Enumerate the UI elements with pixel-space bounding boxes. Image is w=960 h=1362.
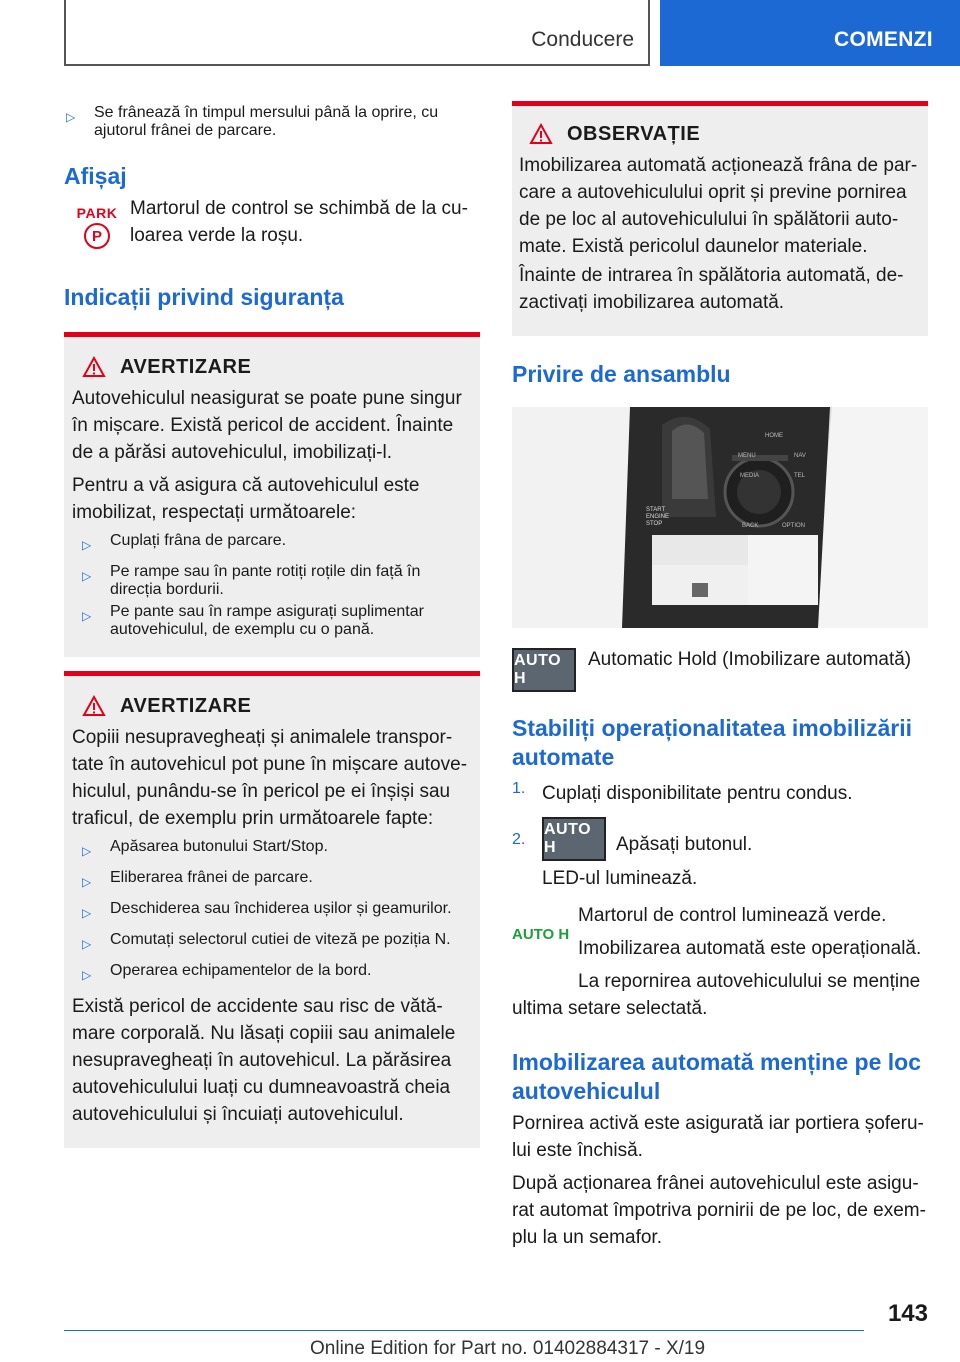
- chapter-tab-label: Conducere: [531, 28, 634, 51]
- heading-hold: Imobilizarea automată menține pe loc autovehiculul: [512, 1049, 921, 1104]
- warning-triangle-icon: [72, 353, 116, 381]
- lamp-tail: ultima setare selectată.: [512, 998, 708, 1019]
- auto-hold-caption: Automatic Hold (Imobilizare automată): [588, 649, 912, 670]
- section-tab-label: COMENZI: [834, 28, 933, 51]
- menu-label: MENU: [738, 453, 756, 459]
- warning-paragraph: Autovehiculul neasigurat se poate pune singur în mișcare. Există pericol de accident. Înainte de a părăsi autovehiculul, imobilizați-l.: [72, 388, 462, 463]
- intro-bullet: ▷ Se frânează în timpul mersului până la oprire, cu ajutorul frânei de parcare.: [66, 104, 439, 139]
- note-box: [512, 101, 928, 336]
- bullet-triangle-icon: ▷: [82, 609, 92, 623]
- auto-hold-caption-row: [512, 648, 928, 692]
- note-header: [519, 120, 920, 148]
- park-p-icon: P: [84, 223, 110, 249]
- hold-paragraph: Pornirea activă este asigurată iar portiera șoferului este închisă.: [512, 1113, 924, 1161]
- list-item: ▷ Pe pante sau în rampe asigurați suplimentar autovehiculul, de exemplu cu o pană.: [82, 603, 424, 638]
- heading-afisaj: Afișaj: [64, 163, 127, 189]
- bullet-triangle-icon: ▷: [82, 937, 92, 951]
- bullet-triangle-icon: ▷: [82, 968, 92, 982]
- bullet-triangle-icon: ▷: [82, 875, 92, 889]
- auto-h-button-icon: AUTO H: [512, 648, 576, 692]
- hold-paragraph: După acționarea frânei autovehiculul este asigurat automat împotriva pornirii de pe loc, de exemplu la un semafor.: [512, 1173, 926, 1248]
- warning-box-2: [64, 671, 480, 1148]
- media-label: MEDIA: [740, 473, 760, 479]
- bullet-triangle-icon: ▷: [82, 906, 92, 920]
- park-brake-icon: PARK P: [64, 195, 130, 249]
- section-tab-comenzi: [660, 0, 960, 66]
- auto-h-lamp-icon: AUTO H: [512, 926, 570, 943]
- footer-divider: [64, 1330, 864, 1331]
- note-paragraph: Imobilizarea automată acționează frâna de parcare a autovehiculului oprit și previne pornirea de pe loc al autovehiculului în spălătorii automate. Există pericolul daunelor materiale.: [519, 155, 918, 257]
- list-item: ▷ Deschiderea sau închiderea ușilor și geamurilor.: [72, 900, 472, 927]
- left-column: [64, 100, 480, 1148]
- heading-safety: Indicații privind siguranța: [64, 284, 344, 310]
- bullet-triangle-icon: ▷: [82, 844, 92, 858]
- lamp-row: AUTO H Martorul de control luminează verde. Imobilizarea automată este operațională. La repornirea autovehiculului se menține: [512, 902, 928, 995]
- chapter-tab-conducere: [64, 0, 650, 66]
- heading-overview: Privire de ansamblu: [512, 361, 731, 387]
- led-text: LED-ul luminează.: [542, 868, 698, 889]
- list-item: ▷ Pe rampe sau în pante rotiți roțile din față în direcția bordurii.: [82, 563, 421, 598]
- afisaj-text: Martorul de control se schimbă de la culoarea verde la roșu.: [130, 198, 468, 246]
- bullet-triangle-icon: ▷: [66, 110, 76, 124]
- warning-paragraph: Există pericol de accidente sau risc de vătămare corporală. Nu lăsați copiii sau animalele nesupravegheați în autovehicul. La părăsirea autovehiculului luați cu dumneavoastră cheia autovehiculului și încuiați autovehiculul.: [72, 996, 456, 1125]
- warning-header: [72, 353, 472, 381]
- afisaj-row: [64, 195, 480, 249]
- step-1: 1. Cuplați disponibilitate pentru condus.: [512, 780, 853, 804]
- list-item: ▷ Operarea echipamentelor de la bord.: [72, 962, 472, 989]
- auto-h-button-icon: AUTO H: [542, 817, 606, 861]
- warning-box-1: [64, 332, 480, 657]
- list-item: ▷ Eliberarea frânei de parcare.: [72, 869, 472, 896]
- option-label: OPTION: [782, 523, 806, 529]
- list-item: ▷ Apăsarea butonului Start/Stop.: [72, 838, 472, 865]
- nav-label: NAV: [794, 453, 806, 459]
- warning-title: AVERTIZARE: [120, 355, 252, 378]
- home-label: HOME: [765, 433, 783, 439]
- list-item: ▷ Comutați selectorul cutiei de viteză pe poziția N.: [72, 931, 472, 958]
- center-console-image: [512, 407, 928, 628]
- note-title: OBSERVAȚIE: [567, 122, 701, 145]
- footer-edition: Online Edition for Part no. 01402884317 - X/19: [310, 1338, 706, 1359]
- warning-triangle-icon: [519, 120, 563, 148]
- warning-title: AVERTIZARE: [120, 694, 252, 717]
- step-2: 2. AUTO H Apăsați butonul.: [512, 817, 928, 861]
- page-number: 143: [887, 1300, 928, 1327]
- warning-header: [72, 692, 472, 720]
- tel-label: TEL: [794, 473, 806, 479]
- bullet-triangle-icon: ▷: [82, 538, 92, 552]
- heading-set-operational: Stabiliți operaționalitatea imobilizării automate: [512, 715, 913, 770]
- back-label: BACK: [742, 523, 759, 529]
- note-paragraph: Înainte de intrarea în spălătoria automată, dezactivați imobilizarea automată.: [519, 265, 904, 313]
- right-column: [512, 100, 928, 1251]
- list-item: ▷ Cuplați frâna de parcare.: [72, 532, 472, 559]
- start-stop-label: START ENGINE STOP: [646, 507, 670, 527]
- warning-triangle-icon: [72, 692, 116, 720]
- warning-paragraph: Copiii nesupravegheați și animalele transportate în autovehicul pot pune în mișcare autovehiculul, punându-se în pericol pe ei înșiși sau traficul, de exemplu prin următoarele fapte:: [72, 727, 468, 829]
- warning-paragraph: Pentru a vă asigura că autovehiculul este imobilizat, respectați următoarele:: [72, 475, 420, 523]
- bullet-triangle-icon: ▷: [82, 569, 92, 583]
